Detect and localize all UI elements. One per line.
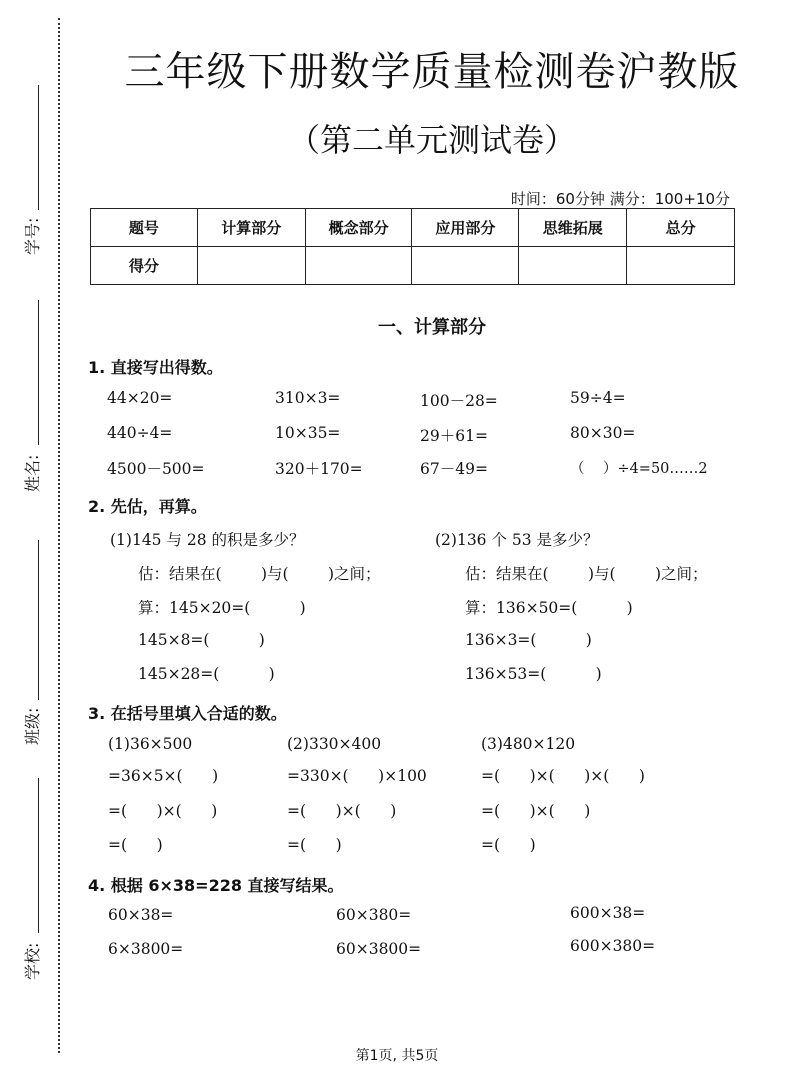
student-number-rule <box>38 85 39 210</box>
score-row-label: 得分 <box>91 247 198 285</box>
score-header-cell: 总分 <box>627 209 735 247</box>
q3-col2-line: =( ) <box>287 836 342 854</box>
q2-left-line: (1)145 与 28 的积是多少？ <box>110 531 305 549</box>
q2-left-line: 估：结果在( )与( )之间； <box>138 565 381 583</box>
q3-col3-line: =( )×( )×( ) <box>481 767 645 785</box>
student-number-field[interactable] <box>0 85 56 260</box>
q4-item: 60×380= <box>336 906 412 924</box>
q3-col3-line: (3)480×120 <box>481 735 576 753</box>
q1-item: 67－49= <box>420 460 488 478</box>
score-header-cell: 概念部分 <box>305 209 412 247</box>
score-input-cell[interactable] <box>197 247 305 285</box>
q4-item: 60×3800= <box>336 940 422 958</box>
score-input-cell[interactable] <box>519 247 627 285</box>
q2-right-line: (2)136 个 53 是多少？ <box>435 531 599 549</box>
school-label: 学校: <box>23 942 42 980</box>
q3-col3-line: =( )×( ) <box>481 802 591 820</box>
question-3-title: 3. 在括号里填入合适的数。 <box>88 704 287 723</box>
section-title: 一、计算部分 <box>378 317 486 338</box>
q4-item: 600×380= <box>570 937 656 955</box>
score-input-cell[interactable] <box>305 247 412 285</box>
score-header-cell: 应用部分 <box>412 209 519 247</box>
page-number: 第1页, 共5页 <box>355 1048 439 1064</box>
question-2-title: 2. 先估，再算。 <box>88 497 207 516</box>
binding-dotted-line <box>58 18 60 1053</box>
score-table <box>90 208 735 285</box>
student-number-label: 学号: <box>23 217 42 255</box>
q4-item: 6×3800= <box>108 940 184 958</box>
question-1-title: 1. 直接写出得数。 <box>88 358 223 377</box>
score-table-header-row <box>91 209 735 247</box>
q3-col1-line: (1)36×500 <box>108 735 193 753</box>
q1-item: 100－28= <box>420 392 498 410</box>
school-rule <box>38 778 39 933</box>
question-4-title: 4. 根据 6×38=228 直接写结果。 <box>88 876 344 895</box>
q1-item: 44×20= <box>107 389 173 407</box>
q1-item: 4500－500= <box>107 460 205 478</box>
page-title: 三年级下册数学质量检测卷沪教版 <box>124 49 740 95</box>
q2-right-line: 算：136×50=( ) <box>465 599 633 617</box>
q2-right-line: 136×3=( ) <box>465 631 592 649</box>
q1-item: 80×30= <box>570 424 636 442</box>
score-header-cell: 题号 <box>91 209 198 247</box>
score-input-cell[interactable] <box>627 247 735 285</box>
q2-left-line: 145×28=( ) <box>138 665 275 683</box>
q2-left-line: 145×8=( ) <box>138 631 265 649</box>
q3-col2-line: =330×( )×100 <box>287 767 427 785</box>
q2-right-line: 136×53=( ) <box>465 665 602 683</box>
q4-item: 600×38= <box>570 904 646 922</box>
q4-item: 60×38= <box>108 906 174 924</box>
q1-item: 310×3= <box>275 389 341 407</box>
score-input-cell[interactable] <box>412 247 519 285</box>
class-label: 班级: <box>23 707 42 745</box>
name-field[interactable] <box>0 300 56 495</box>
q3-col2-line: =( )×( ) <box>287 802 397 820</box>
page-subtitle: （第二单元测试卷） <box>287 121 576 159</box>
score-table-score-row <box>91 247 735 285</box>
score-header-cell: 计算部分 <box>197 209 305 247</box>
q3-col1-line: =( ) <box>108 836 163 854</box>
school-field[interactable] <box>0 778 56 983</box>
name-rule <box>38 300 39 445</box>
q1-item: （ ）÷4=50……2 <box>570 461 708 477</box>
q3-col3-line: =( ) <box>481 836 536 854</box>
q1-item: 29＋61= <box>420 427 488 445</box>
score-header-cell: 思维拓展 <box>519 209 627 247</box>
class-field[interactable] <box>0 540 56 745</box>
q3-col1-line: =36×5×( ) <box>108 767 219 785</box>
q2-left-line: 算：145×20=( ) <box>138 599 306 617</box>
q3-col1-line: =( )×( ) <box>108 802 218 820</box>
q2-right-line: 估：结果在( )与( )之间； <box>465 565 708 583</box>
q3-col2-line: (2)330×400 <box>287 735 382 753</box>
q1-item: 59÷4= <box>570 389 626 407</box>
q1-item: 320＋170= <box>275 460 363 478</box>
time-and-score-info: 时间：60分钟 满分：100+10分 <box>510 190 730 208</box>
class-rule <box>38 540 39 700</box>
q1-item: 10×35= <box>275 424 341 442</box>
name-label: 姓名: <box>23 454 42 492</box>
q1-item: 440÷4= <box>107 424 173 442</box>
